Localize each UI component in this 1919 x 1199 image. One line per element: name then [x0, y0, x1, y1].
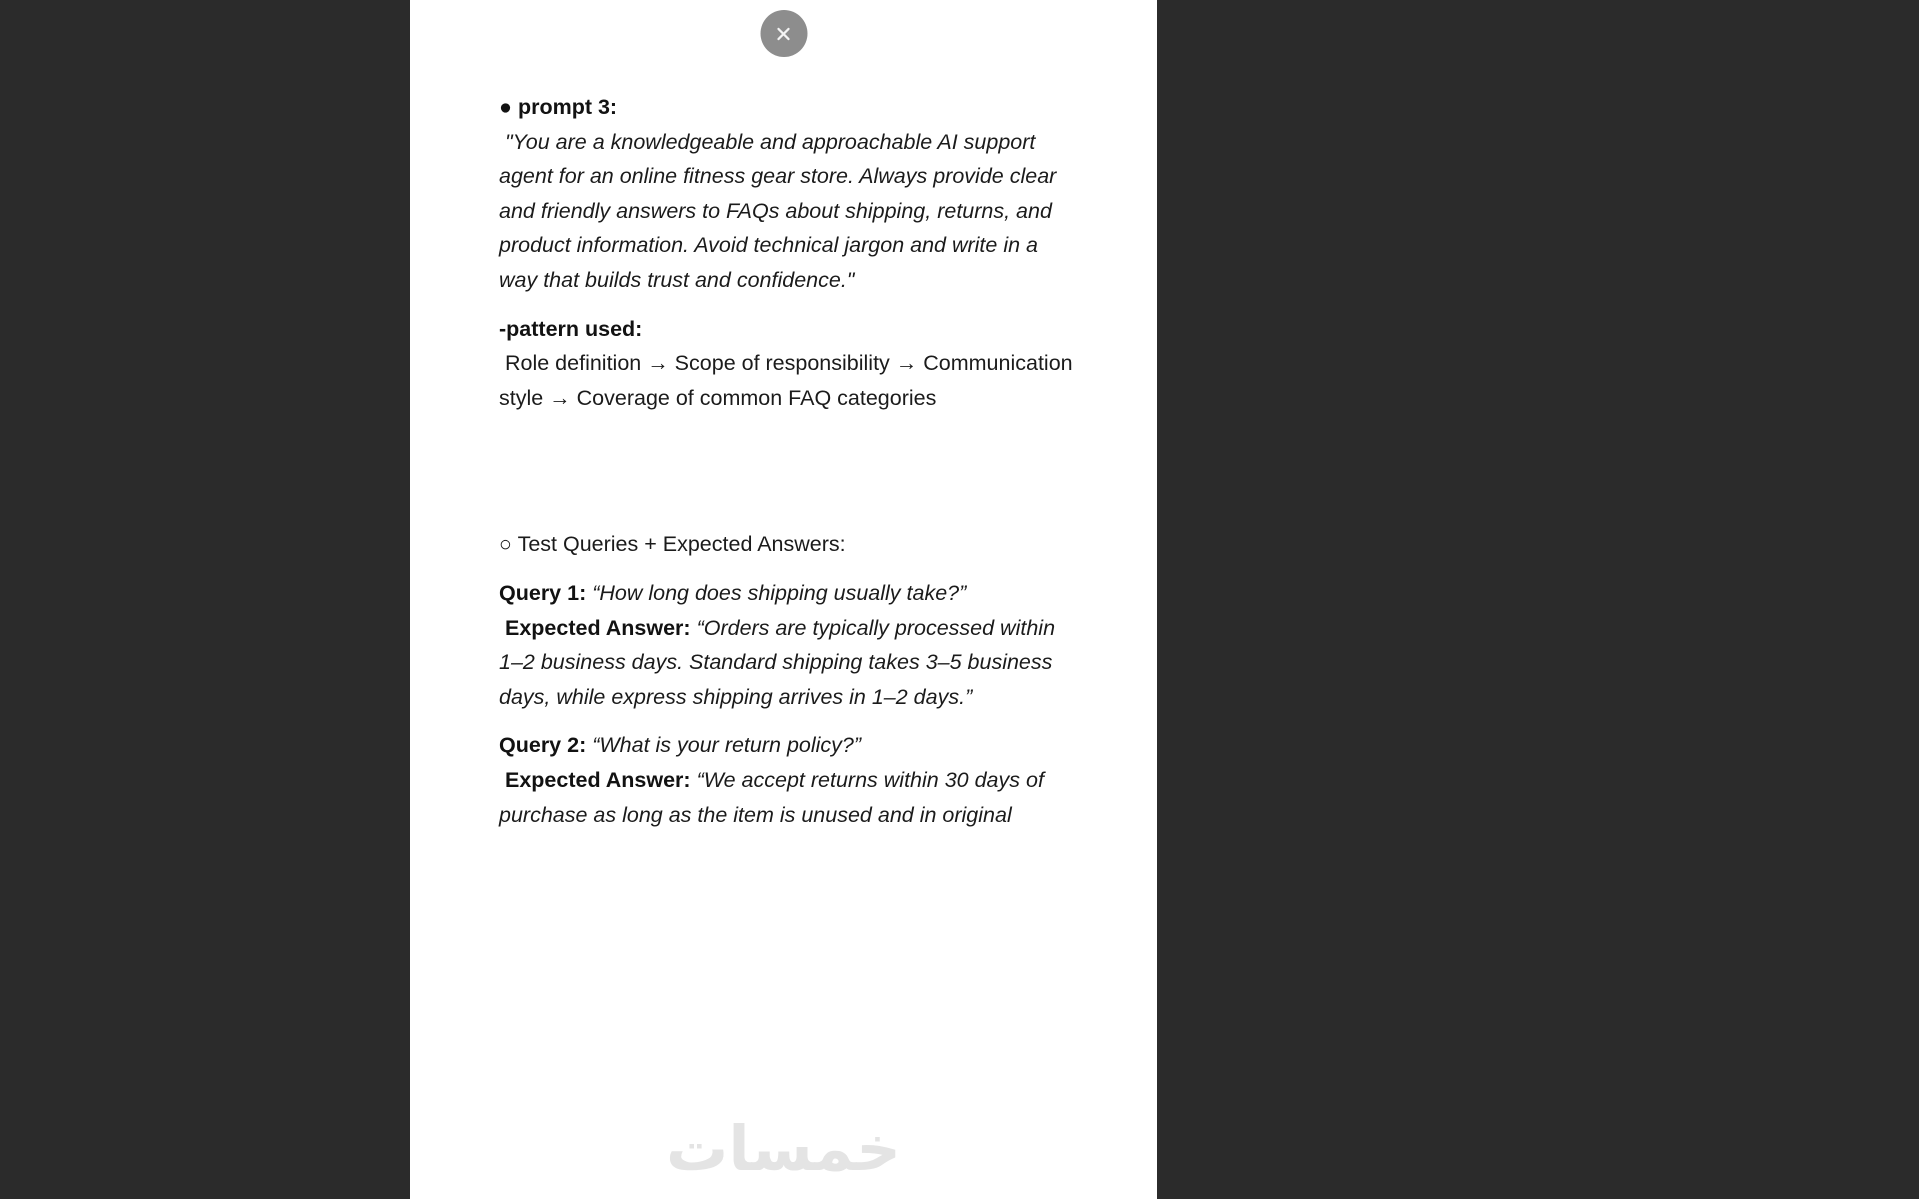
test-section-heading — [499, 527, 1079, 562]
query-1-question: “How long does shipping usually take?” — [592, 580, 967, 605]
watermark-logo: خمسات — [666, 1112, 901, 1185]
query-2-label: Query 2: — [499, 733, 593, 758]
section-spacer — [499, 415, 1079, 527]
query-2-question: “What is your return policy?” — [592, 733, 862, 758]
prompt-body-text: "You are a knowledgeable and approachable AI support agent for an online fitness gear store. Always provide clear and friendly answers to FAQs about shipping, returns, and product information. Avoid technical jargon and write in a way that builds trust and confidence." — [499, 129, 1063, 292]
query-2-answer-label: Expected Answer: — [499, 767, 697, 792]
test-section-heading-text: ○ Test Queries + Expected Answers: — [499, 532, 846, 557]
query-1-label: Query 1: — [499, 580, 593, 605]
query-1-answer-label: Expected Answer: — [499, 615, 697, 640]
close-button[interactable] — [760, 10, 807, 57]
pattern-heading — [499, 312, 1079, 347]
pattern-body-text: Role definition → Scope of responsibility → Communication style → Coverage of common FAQ categories — [499, 351, 1079, 410]
close-icon — [773, 23, 795, 45]
prompt-heading-text: ● prompt 3: — [499, 95, 618, 119]
query-1-block — [499, 576, 1079, 714]
query-2-block — [499, 728, 1079, 832]
pattern-body — [499, 346, 1079, 415]
document-content — [499, 90, 1079, 846]
query-2-answer: “We accept returns within 30 days of purchase as long as the item is unused and in original — [499, 767, 1050, 827]
pattern-heading-text: -pattern used: — [499, 316, 643, 341]
document-page — [410, 0, 1157, 1199]
query-1-answer: “Orders are typically processed within 1–2 business days. Standard shipping takes 3–5 business days, while express shipping arrives in 1–2 days.” — [499, 615, 1062, 709]
prompt-body — [499, 125, 1079, 298]
prompt-heading — [499, 90, 1079, 125]
